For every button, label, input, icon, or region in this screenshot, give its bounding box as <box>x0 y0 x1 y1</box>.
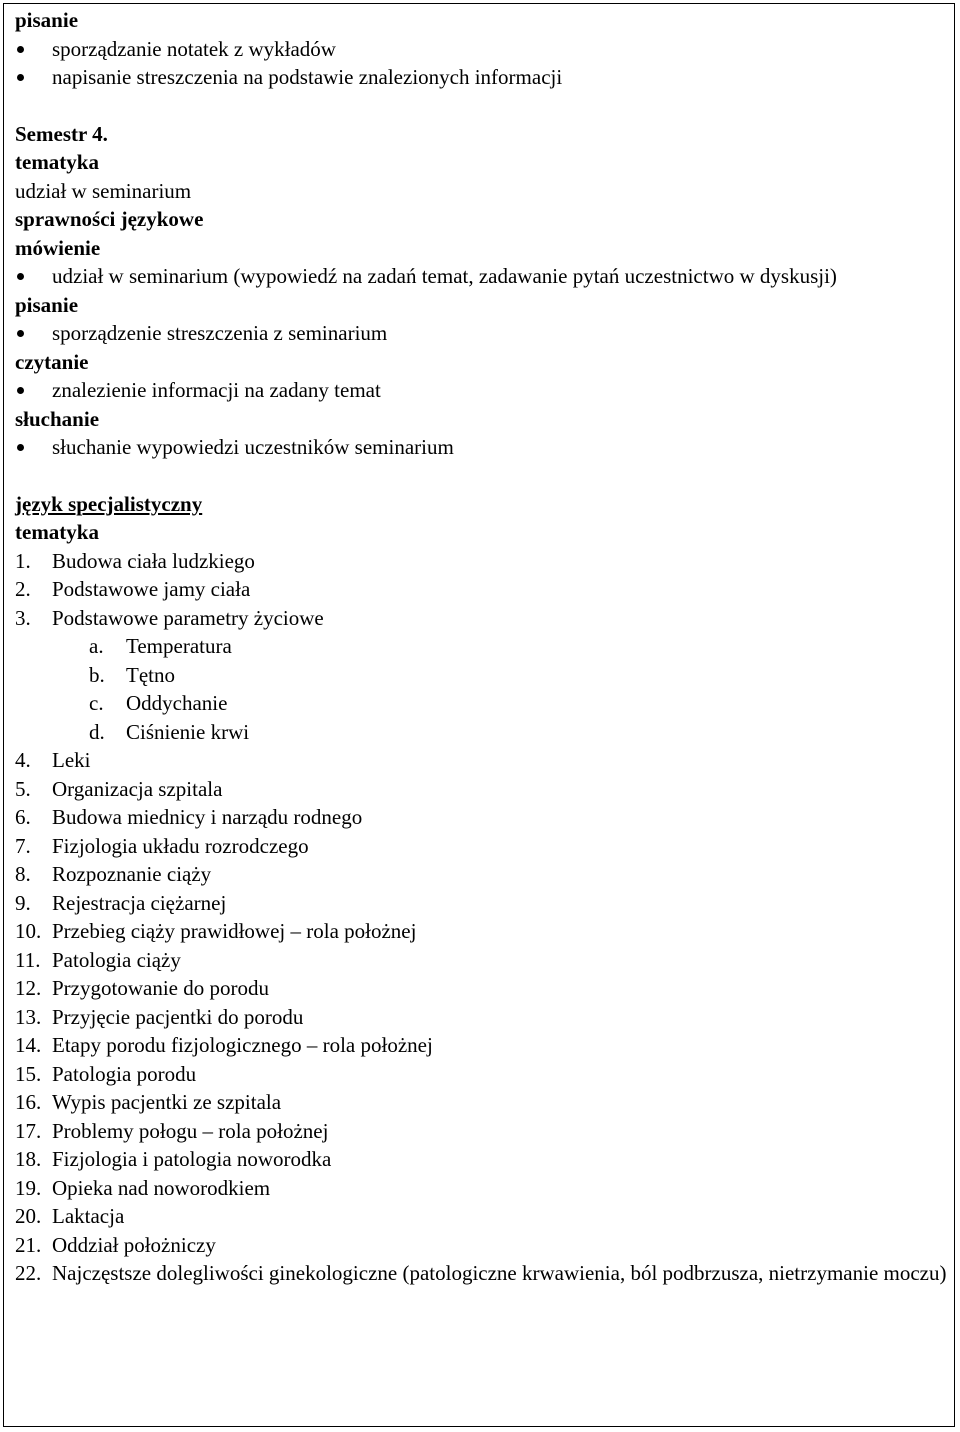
list-item <box>15 1145 950 1174</box>
list-item <box>15 575 950 604</box>
list-number: 3. <box>15 605 31 630</box>
list-text: Fizjologia i patologia noworodka <box>52 1147 332 1171</box>
bullet-text: sporządzanie notatek z wykładów <box>52 36 336 61</box>
list-number: 15. <box>15 1061 42 1086</box>
bullet-item <box>15 35 950 64</box>
list-text: Najczęstsze dolegliwości ginekologiczne (patologiczne krwawienia, ból podbrzusza, nietrzymanie moczu) <box>52 1261 947 1285</box>
list-text: Przebieg ciąży prawidłowej – rola położnej <box>52 919 417 943</box>
list-text: Problemy połogu – rola położnej <box>52 1118 329 1143</box>
list-item <box>15 746 950 775</box>
list-text: Organizacja szpitala <box>52 776 223 801</box>
list-item <box>15 775 950 804</box>
list-text: Fizjologia układu rozrodczego <box>52 833 309 858</box>
list-item <box>15 1174 950 1203</box>
list-item <box>15 917 950 946</box>
list-number: d. <box>89 719 105 744</box>
list-text: Rozpoznanie ciąży <box>52 862 212 886</box>
list-number: 16. <box>15 1090 42 1114</box>
list-text: Tętno <box>126 662 175 687</box>
list-number: 1. <box>15 548 31 573</box>
list-number: 5. <box>15 776 31 801</box>
list-number: 9. <box>15 890 31 915</box>
bullet-icon <box>17 273 24 280</box>
list-text: Oddychanie <box>126 691 228 715</box>
tematyka-text: udział w seminarium <box>15 178 192 203</box>
sublist-item <box>15 689 950 718</box>
list-text: Laktacja <box>52 1204 125 1228</box>
bullet-text: napisanie streszczenia na podstawie znalezionych informacji <box>52 65 563 89</box>
list-item <box>15 547 950 576</box>
bullet-icon <box>17 46 24 53</box>
heading-tematyka: tematyka <box>15 150 99 174</box>
bullet-icon <box>17 444 24 451</box>
sublist-item <box>15 718 950 747</box>
list-number: 14. <box>15 1033 42 1057</box>
list-item <box>15 1259 950 1288</box>
bullet-item <box>15 376 950 405</box>
list-number: a. <box>89 634 104 658</box>
list-number: 10. <box>15 919 42 943</box>
bullet-item <box>15 433 950 462</box>
heading-mowienie: mówienie <box>15 235 101 260</box>
bullet-text: słuchanie wypowiedzi uczestników seminarium <box>52 435 454 459</box>
list-number: 21. <box>15 1232 42 1257</box>
list-number: 13. <box>15 1004 42 1029</box>
list-number: 7. <box>15 833 31 858</box>
document-body <box>15 6 950 1288</box>
list-text: Etapy porodu fizjologicznego – rola położnej <box>52 1033 433 1057</box>
list-item <box>15 803 950 832</box>
bullet-item <box>15 319 950 348</box>
list-text: Przygotowanie do porodu <box>52 976 269 1000</box>
list-number: 8. <box>15 862 31 886</box>
list-item <box>15 604 950 633</box>
list-number: 12. <box>15 976 42 1000</box>
list-number: 6. <box>15 805 31 829</box>
list-text: Rejestracja ciężarnej <box>52 890 227 915</box>
bullet-item <box>15 63 950 92</box>
list-text: Oddział położniczy <box>52 1232 216 1257</box>
list-number: b. <box>89 662 105 687</box>
list-text: Podstawowe jamy ciała <box>52 577 251 601</box>
list-number: 19. <box>15 1175 42 1200</box>
list-item <box>15 1003 950 1032</box>
heading-tematyka: tematyka <box>15 520 99 544</box>
list-number: 17. <box>15 1118 42 1143</box>
list-text: Leki <box>52 748 91 772</box>
heading-pisanie: pisanie <box>15 8 79 32</box>
list-item <box>15 974 950 1003</box>
semester-title: Semestr 4. <box>15 121 108 146</box>
list-text: Opieka nad noworodkiem <box>52 1175 271 1200</box>
list-item <box>15 1117 950 1146</box>
list-number: 22. <box>15 1261 42 1285</box>
list-text: Budowa miednicy i narządu rodnego <box>52 805 363 829</box>
bullet-text: znalezienie informacji na zadany temat <box>52 378 381 402</box>
list-item <box>15 946 950 975</box>
heading-sluchanie: słuchanie <box>15 406 100 431</box>
sublist-item <box>15 632 950 661</box>
list-text: Budowa ciała ludzkiego <box>52 548 255 573</box>
bullet-text: sporządzenie streszczenia z seminarium <box>52 321 388 345</box>
list-number: c. <box>89 691 104 715</box>
list-number: 4. <box>15 748 31 772</box>
list-text: Ciśnienie krwi <box>126 719 250 744</box>
bullet-icon <box>17 387 24 394</box>
list-text: Temperatura <box>126 634 232 658</box>
list-text: Patologia porodu <box>52 1061 197 1086</box>
list-item <box>15 832 950 861</box>
list-item <box>15 1031 950 1060</box>
list-text: Podstawowe parametry życiowe <box>52 605 324 630</box>
list-number: 18. <box>15 1147 42 1171</box>
list-text: Patologia ciąży <box>52 947 181 972</box>
list-text: Przyjęcie pacjentki do porodu <box>52 1004 304 1029</box>
list-item <box>15 889 950 918</box>
section-title: język specjalistyczny <box>15 491 203 516</box>
heading-sprawnosci: sprawności językowe <box>15 207 204 231</box>
list-number: 2. <box>15 577 31 601</box>
list-number: 20. <box>15 1204 42 1228</box>
list-item <box>15 1231 950 1260</box>
list-item <box>15 1088 950 1117</box>
bullet-item <box>15 262 950 291</box>
list-item <box>15 860 950 889</box>
bullet-text: udział w seminarium (wypowiedź na zadań temat, zadawanie pytań uczestnictwo w dyskusji) <box>52 264 837 288</box>
list-text: Wypis pacjentki ze szpitala <box>52 1090 282 1114</box>
sublist-item <box>15 661 950 690</box>
list-item <box>15 1060 950 1089</box>
bullet-icon <box>17 74 24 81</box>
heading-pisanie: pisanie <box>15 292 79 317</box>
list-item <box>15 1202 950 1231</box>
list-number: 11. <box>15 947 41 972</box>
heading-czytanie: czytanie <box>15 349 89 374</box>
bullet-icon <box>17 330 24 337</box>
